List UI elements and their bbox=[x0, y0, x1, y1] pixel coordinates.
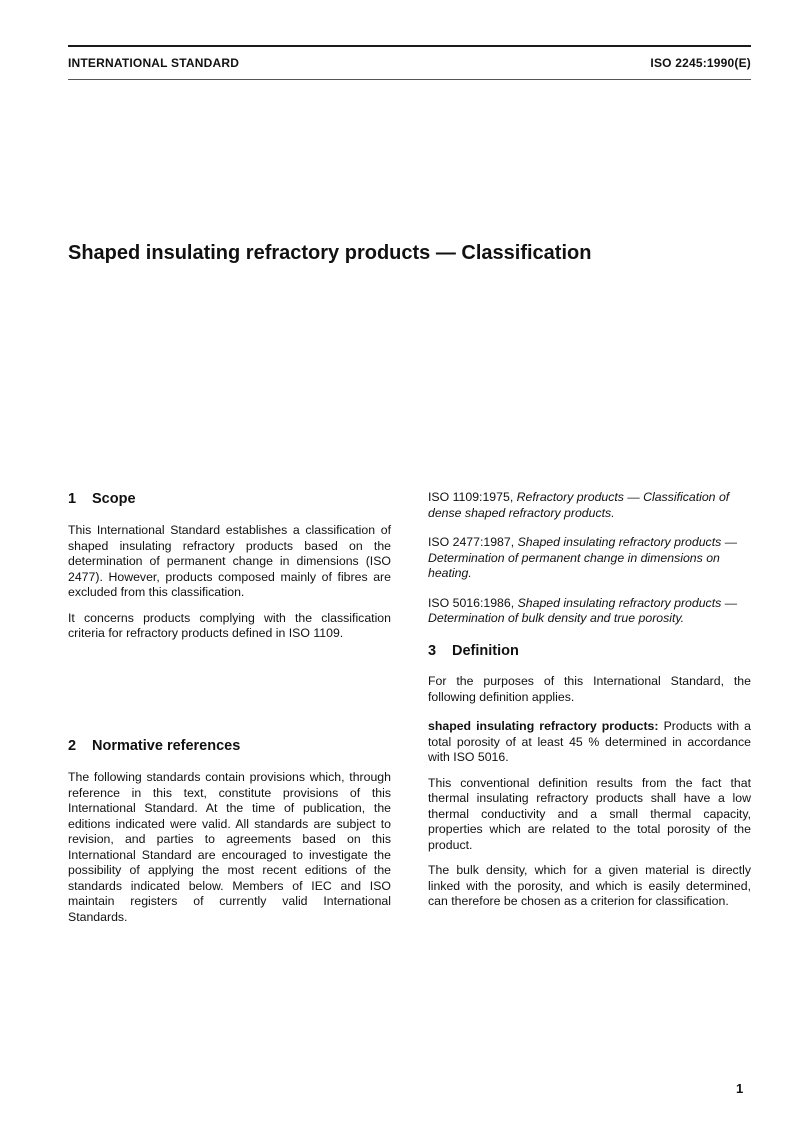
definition-body bbox=[428, 674, 751, 920]
reference-item: ISO 5016:1986, Shaped insulating refractory products — Determination of bulk density and true porosity. bbox=[428, 595, 737, 625]
paragraph: The following standards contain provisions which, through reference in this text, constitute provisions of this International Standard. At the time of publication, the editions indicated were valid. All standards are subject to revision, and parties to agreements based on this International Standard are encouraged to investigate the possibility of applying the most recent editions of the standards indicated below. Members of IEC and ISO maintain registers of currently valid International Standards. bbox=[68, 770, 391, 924]
reference-item: ISO 1109:1975, Refractory products — Classification of dense shaped refractory products. bbox=[428, 490, 730, 520]
header-top-rule bbox=[68, 45, 751, 47]
section-heading: 2 Normative references bbox=[68, 738, 241, 754]
paragraph: It concerns products complying with the classification criteria for refractory products defined in ISO 1109. bbox=[68, 610, 391, 640]
paragraph: This International Standard establishes a classification of shaped insulating refractory products based on the determination of permanent change in dimensions (ISO 2477). However, products composed mainly of fibres are excluded from this classification. bbox=[68, 523, 391, 599]
section-scope bbox=[68, 492, 391, 508]
page-number: 1 bbox=[736, 1081, 744, 1096]
scope-body bbox=[68, 523, 391, 652]
section-heading: 1 Scope bbox=[68, 491, 136, 507]
section-definition bbox=[428, 644, 751, 660]
reference-list bbox=[428, 490, 751, 637]
section-heading: 3 Definition bbox=[428, 643, 519, 659]
paragraph: For the purposes of this International Standard, the following definition applies. bbox=[428, 674, 751, 704]
header-standard-type: INTERNATIONAL STANDARD bbox=[68, 56, 240, 70]
header-standard-number: ISO 2245:1990(E) bbox=[650, 56, 751, 70]
section-normative-references bbox=[68, 739, 391, 755]
header-bottom-rule bbox=[68, 79, 751, 80]
normative-body bbox=[68, 770, 391, 935]
definition-term: shaped insulating refractory products: Products with a total porosity of at least 45 % determined in accordance with ISO 5016. bbox=[428, 719, 751, 764]
running-header bbox=[68, 56, 751, 70]
paragraph: This conventional definition results from the fact that thermal insulating refractory products shall have a low thermal conductivity and a small thermal capacity, properties which are related to the total porosity of the product. bbox=[428, 775, 751, 852]
reference-item: ISO 2477:1987, Shaped insulating refractory products — Determination of permanent change in dimensions on heating. bbox=[428, 535, 737, 580]
document-title: Shaped insulating refractory products — Classification bbox=[68, 242, 592, 264]
paragraph: The bulk density, which for a given material is directly linked with the porosity, and which is easily determined, can therefore be chosen as a criterion for classification. bbox=[428, 863, 751, 908]
